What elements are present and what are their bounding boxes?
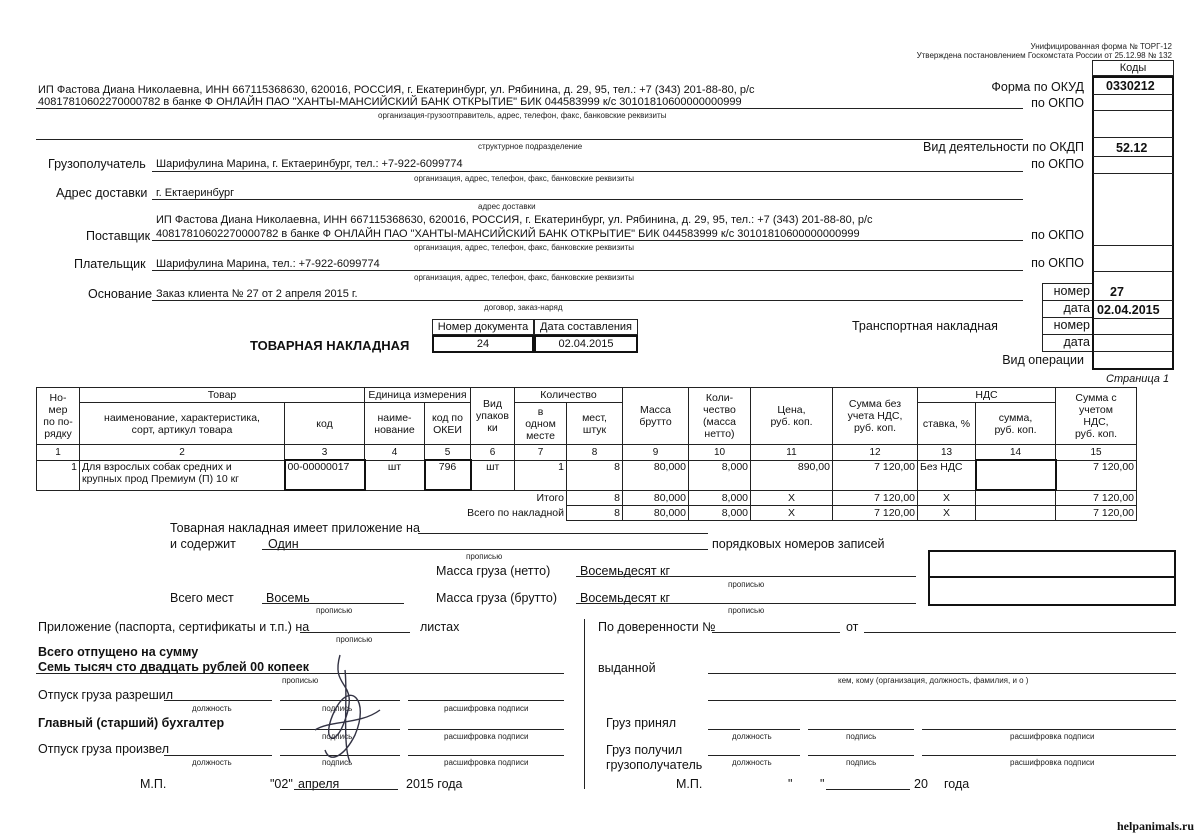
signature-icon (300, 650, 390, 770)
released-sum-value: Семь тысяч сто двадцать рублей 00 копеек (38, 660, 309, 674)
allowed-position-line (164, 700, 272, 701)
net-value: Восемьдесят кг (580, 564, 671, 578)
supplier-label: Поставщик (86, 229, 151, 243)
codes-divider (1093, 173, 1173, 174)
th-goods: Товар (80, 388, 365, 403)
gross-label: Масса груза (брутто) (436, 591, 558, 605)
col-num: 2 (80, 445, 285, 461)
delivery-caption: адрес доставки (478, 202, 536, 211)
shipper-line1: ИП Фастова Диана Николаевна, ИНН 667115368630, 620016, РОССИЯ, г. Екатеринбург, ул. Рябинина, д. 29, 95, тел.: +7 (343) 201-88-80, р/с (38, 84, 755, 96)
basis-date-code: 02.04.2015 (1097, 303, 1160, 317)
codes-divider (1093, 110, 1173, 111)
net-underline (576, 576, 916, 577)
month2-underline (826, 789, 910, 790)
okud-label: Форма по ОКУД (991, 80, 1084, 94)
codes-divider (1093, 334, 1173, 335)
cell-okei: 796 (425, 460, 471, 490)
date-label-cell: дата (1042, 301, 1092, 318)
issued-caption: кем, кому (организация, должность, фамилия, и о ) (838, 676, 1029, 685)
consignee-value: Шарифулина Марина, г. Ектаеринбург, тел.: +7-922-6099774 (156, 158, 463, 170)
col-num: 13 (918, 445, 976, 461)
places-label: Всего мест (170, 591, 234, 605)
attach-docs-label: Приложение (паспорта, сертификаты и т.п.) на (38, 620, 310, 634)
th-pack: Вид упаков ки (471, 388, 515, 445)
cell-in-one: 1 (515, 460, 567, 490)
th-total: Сумма с учетом НДС, руб. коп. (1056, 388, 1137, 445)
issued-label: выданной (598, 661, 656, 675)
number-label-cell: номер (1042, 283, 1092, 301)
year20: 20 (914, 777, 928, 791)
basis-label: Основание (88, 287, 153, 301)
made-decode-line (408, 755, 564, 756)
got-decode-line (922, 755, 1176, 756)
date-month: апреля (298, 777, 340, 791)
codes-divider (1093, 318, 1173, 319)
vsego-places: 8 (567, 506, 623, 521)
allowed-decode-line (408, 700, 564, 701)
okdp-code: 52.12 (1116, 141, 1148, 155)
decode-caption: расшифровка подписи (444, 758, 529, 767)
supplier-line1: ИП Фастова Диана Николаевна, ИНН 667115368630, 620016, РОССИЯ, г. Екатеринбург, ул. Рябинина, д. 29, 95, тел.: +7 (343) 201-88-80, р/с (156, 214, 873, 226)
signature-caption: подпись (846, 732, 877, 741)
transport-number-label: номер (1042, 318, 1092, 335)
th-rate: ставка, % (918, 403, 976, 445)
delivery-value: г. Ектаеринбург (156, 187, 235, 199)
doc-number-cell: 24 (432, 335, 534, 353)
decode-caption: расшифровка подписи (444, 732, 529, 741)
delivery-label: Адрес доставки (56, 186, 148, 200)
supplier-line2: 40817810602270000782 в банке Ф ОНЛАЙН ПАО "ХАНТЫ-МАНСИЙСКИЙ БАНК ОТКРЫТИЕ" БИК 044583999 к/с 30101810600000000999 (156, 228, 860, 240)
payer-caption: организация, адрес, телефон, факс, банковские реквизиты (414, 273, 634, 282)
vsego-vat (976, 506, 1056, 521)
records-label: порядковых номеров записей (712, 537, 885, 551)
cell-price: 890,00 (751, 460, 833, 490)
table-row (37, 460, 1137, 490)
codes-title-cell: Коды (1092, 60, 1174, 76)
th-sum-novat: Сумма без учета НДС, руб. коп. (833, 388, 918, 445)
shipper-underline (36, 108, 1023, 109)
contains-underline (262, 549, 708, 550)
basis-value: Заказ клиента № 27 от 2 апреля 2015 г. (156, 288, 358, 300)
decode-caption: расшифровка подписи (1010, 732, 1095, 741)
signature-caption: подпись (322, 758, 353, 767)
propis-caption: прописью (316, 606, 353, 615)
col-num: 11 (751, 445, 833, 461)
signature-caption: подпись (846, 758, 877, 767)
gross-underline (576, 603, 916, 604)
places-value: Восемь (266, 591, 310, 605)
th-gross: Масса брутто (623, 388, 689, 445)
vsego-rate: Х (918, 506, 976, 521)
transport-label: Транспортная накладная (852, 319, 998, 333)
payer-underline (152, 270, 1023, 271)
okud-code: 0330212 (1106, 79, 1155, 93)
th-vat: НДС (918, 388, 1056, 403)
payer-label: Плательщик (74, 257, 146, 271)
consignee-caption: организация, адрес, телефон, факс, банковские реквизиты (414, 174, 634, 183)
basis-underline (152, 300, 1023, 301)
itogo-price: Х (751, 490, 833, 506)
itogo-rate: Х (918, 490, 976, 506)
gross-value: Восемьдесят кг (580, 591, 671, 605)
position-caption: должность (732, 758, 772, 767)
doc-title: ТОВАРНАЯ НАКЛАДНАЯ (250, 338, 410, 353)
subdivision-caption: структурное подразделение (478, 142, 583, 151)
watermark: helpanimals.ru (1116, 819, 1194, 833)
th-net: Коли- чество (масса нетто) (689, 388, 751, 445)
issued-underline (708, 673, 1176, 674)
month-underline (294, 789, 398, 790)
itogo-vat (976, 490, 1056, 506)
received-label: Груз принял (606, 716, 677, 730)
allowed-label: Отпуск груза разрешил (38, 688, 173, 702)
cell-rate: Без НДС (918, 460, 976, 490)
shipper-caption: организация-грузоотправитель, адрес, телефон, факс, банковские реквизиты (378, 111, 667, 120)
from-underline (864, 632, 1176, 633)
th-unit-name: наиме- нование (365, 403, 425, 445)
col-num: 14 (976, 445, 1056, 461)
itogo-sum: 7 120,00 (833, 490, 918, 506)
propis-caption: прописью (728, 606, 765, 615)
okdp-label: Вид деятельности по ОКДП (923, 140, 1084, 154)
chief-acc-label: Главный (старший) бухгалтер (38, 716, 225, 730)
vsego-price: Х (751, 506, 833, 521)
contains-label: и содержит (170, 537, 236, 551)
codes-divider (1093, 351, 1173, 352)
col-num: 3 (285, 445, 365, 461)
col-num: 1 (37, 445, 80, 461)
net-box (928, 550, 1176, 578)
itogo-places: 8 (567, 490, 623, 506)
form-name: Унифицированная форма № ТОРГ-12 (1030, 42, 1172, 51)
col-num: 15 (1056, 445, 1137, 461)
mp-label: М.П. (140, 777, 167, 791)
th-goods-name: наименование, характеристика, сорт, артикул товара (80, 403, 285, 445)
vsego-sum: 7 120,00 (833, 506, 918, 521)
date-day: "02" (270, 777, 293, 791)
received-position-line (708, 729, 800, 730)
position-caption: должность (192, 758, 232, 767)
attach-label: Товарная накладная имеет приложение на (170, 521, 420, 535)
transport-date-label: дата (1042, 335, 1092, 352)
signature-caption: подпись (322, 704, 353, 713)
shipper-line2: 40817810602270000782 в банке Ф ОНЛАЙН ПАО "ХАНТЫ-МАНСИЙСКИЙ БАНК ОТКРЫТИЕ" БИК 044583999 к/с 30101810600000000999 (38, 96, 742, 108)
codes-column (1092, 76, 1174, 370)
th-price: Цена, руб. коп. (751, 388, 833, 445)
consignee-underline (152, 171, 1023, 172)
goods-table (36, 387, 1137, 521)
op-type-label: Вид операции (1002, 353, 1084, 367)
decode-caption: расшифровка подписи (1010, 758, 1095, 767)
column-numbers-row (37, 445, 1137, 461)
payer-value: Шарифулина Марина, тел.: +7-922-6099774 (156, 258, 380, 270)
codes-divider (1093, 94, 1173, 95)
cell-net: 8,000 (689, 460, 751, 490)
th-no: Но- мер по по- рядку (37, 388, 80, 445)
col-num: 12 (833, 445, 918, 461)
th-vat-sum: сумма, руб. коп. (976, 403, 1056, 445)
col-num: 6 (471, 445, 515, 461)
cell-unit: шт (365, 460, 425, 490)
itogo-label: Итого (536, 492, 564, 505)
received-decode-line (922, 729, 1176, 730)
attach-underline (418, 533, 708, 534)
places-underline (262, 603, 404, 604)
cell-vat (976, 460, 1056, 490)
cell-pack: шт (471, 460, 515, 490)
mp2-label: М.П. (676, 777, 703, 791)
vertical-divider (584, 619, 585, 789)
propis-caption: прописью (282, 676, 319, 685)
gross-box (928, 578, 1176, 606)
col-num: 7 (515, 445, 567, 461)
made-position-line (164, 755, 272, 756)
issued-underline2 (708, 700, 1176, 701)
made-label: Отпуск груза произвел (38, 742, 170, 756)
goda: года (944, 777, 970, 791)
vsego-total: 7 120,00 (1056, 506, 1137, 521)
date-year: 2015 года (406, 777, 463, 791)
proxy-label: По доверенности № (598, 620, 716, 634)
itogo-gross: 80,000 (623, 490, 689, 506)
th-unit: Единица измерения (365, 388, 471, 403)
okpo-label: по ОКПО (1031, 256, 1084, 270)
consignee-label: Грузополучатель (48, 157, 146, 171)
col-num: 10 (689, 445, 751, 461)
th-code: код (285, 403, 365, 445)
th-places: мест, штук (567, 403, 623, 445)
quote-open: " (788, 777, 793, 791)
got-sign-line (808, 755, 914, 756)
chief-decode-line (408, 729, 564, 730)
cell-name: Для взрослых собак средних и крупных прод Премиум (П) 10 кг (80, 460, 285, 490)
col-num: 9 (623, 445, 689, 461)
codes-divider (1093, 156, 1173, 157)
codes-divider (1093, 137, 1173, 138)
doc-date-header: Дата составления (534, 319, 638, 335)
itogo-net: 8,000 (689, 490, 751, 506)
cell-code: 00-00000017 (285, 460, 365, 490)
th-in-one: в одном месте (515, 403, 567, 445)
attach-docs-underline (300, 632, 410, 633)
cell-gross: 80,000 (623, 460, 689, 490)
vsego-row (37, 506, 1137, 521)
col-num: 4 (365, 445, 425, 461)
cell-places: 8 (567, 460, 623, 490)
th-okei: код по ОКЕИ (425, 403, 471, 445)
form-approved: Утверждена постановлением Госкомстата России от 25.12.98 № 132 (916, 51, 1172, 60)
page-label: Страница 1 (1106, 373, 1170, 385)
col-num: 8 (567, 445, 623, 461)
position-caption: должность (192, 704, 232, 713)
net-label: Масса груза (нетто) (436, 564, 551, 578)
basis-number-code: 27 (1110, 285, 1124, 299)
released-sum-label: Всего отпущено на сумму (38, 645, 199, 659)
got-position-line (708, 755, 800, 756)
vsego-net: 8,000 (689, 506, 751, 521)
contains-value: Один (268, 537, 299, 551)
itogo-total: 7 120,00 (1056, 490, 1137, 506)
propis-caption: прописью (728, 580, 765, 589)
propis-caption: прописью (466, 552, 503, 561)
delivery-underline (152, 199, 1023, 200)
th-qty: Количество (515, 388, 623, 403)
decode-caption: расшифровка подписи (444, 704, 529, 713)
received-sign-line (808, 729, 914, 730)
codes-divider (1093, 271, 1173, 272)
supplier-underline (152, 240, 1023, 241)
doc-date-cell: 02.04.2015 (534, 335, 638, 353)
col-num: 5 (425, 445, 471, 461)
sheets-label: листах (420, 620, 460, 634)
codes-divider (1093, 245, 1173, 246)
got-label-2: грузополучатель (606, 758, 703, 772)
cell-total: 7 120,00 (1056, 460, 1137, 490)
vsego-label: Всего по накладной (467, 507, 564, 519)
doc-number-header: Номер документа (432, 319, 534, 335)
propis-caption: прописью (336, 635, 373, 644)
quote-close: " (820, 777, 825, 791)
basis-caption: договор, заказ-наряд (484, 303, 563, 312)
okpo-label: по ОКПО (1031, 228, 1084, 242)
position-caption: должность (732, 732, 772, 741)
from-label: от (846, 620, 859, 634)
vsego-gross: 80,000 (623, 506, 689, 521)
cell-sum: 7 120,00 (833, 460, 918, 490)
signature-caption: подпись (322, 732, 353, 741)
subdivision-underline (36, 139, 1023, 140)
supplier-caption: организация, адрес, телефон, факс, банковские реквизиты (414, 243, 634, 252)
got-label-1: Груз получил (606, 743, 683, 757)
codes-divider (1093, 300, 1173, 301)
okpo-label: по ОКПО (1031, 96, 1084, 110)
cell-no: 1 (37, 460, 80, 490)
okpo-label: по ОКПО (1031, 157, 1084, 171)
itogo-row (37, 490, 1137, 506)
proxy-underline (712, 632, 840, 633)
